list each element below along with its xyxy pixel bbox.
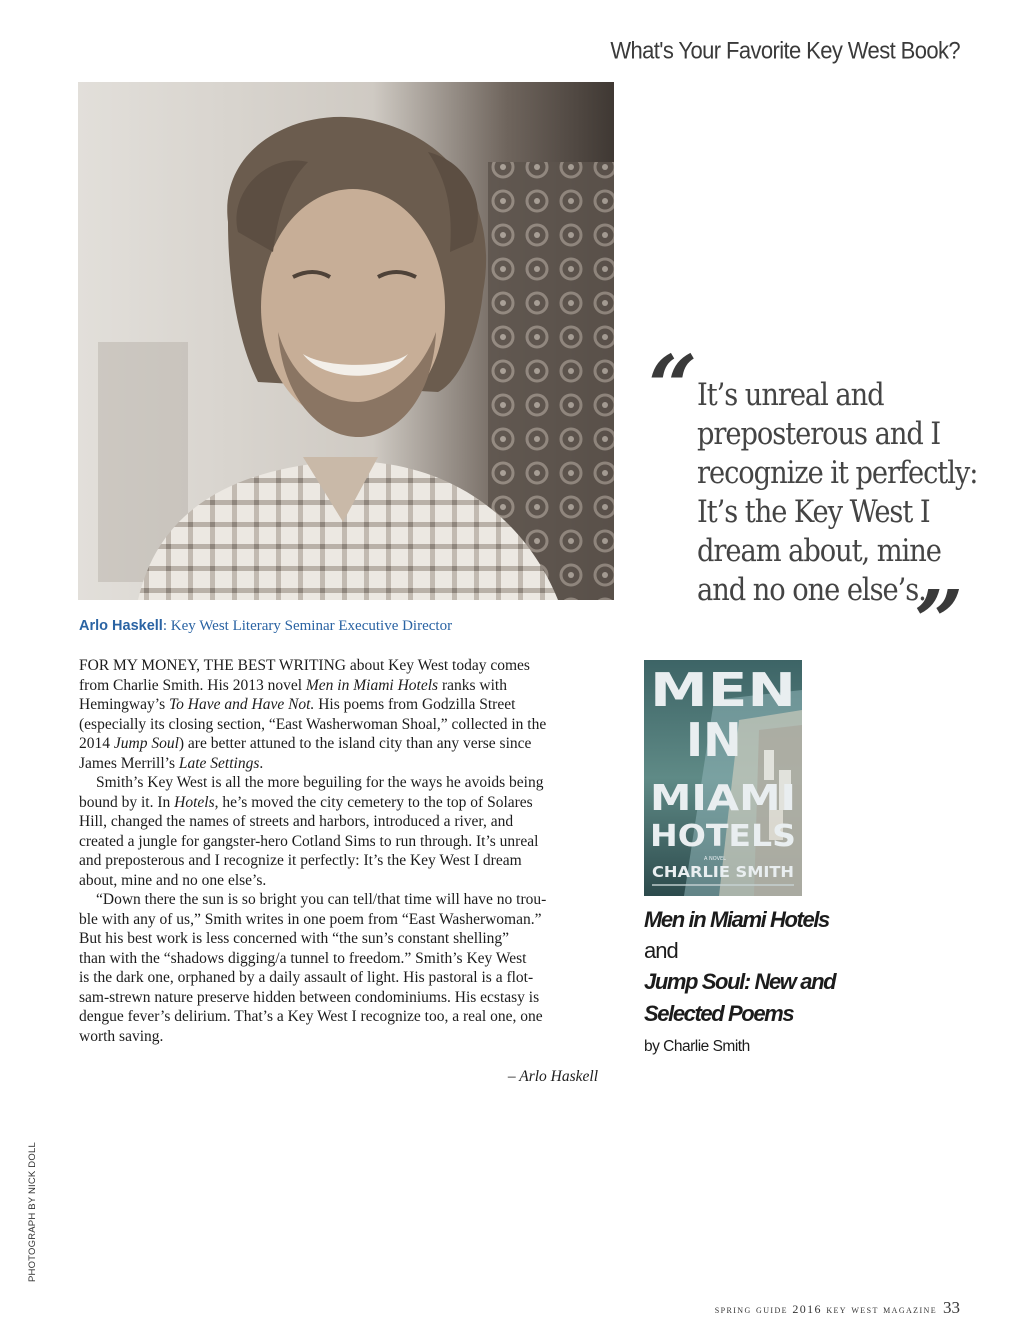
book-title-2-line-1: Jump Soul: New and [644, 969, 836, 994]
book-title-inline: Hotels [174, 793, 215, 811]
book-byline: by Charlie Smith [644, 1038, 750, 1055]
body-line: Hill, changed the names of streets and harbors, introduced a river, and [79, 813, 514, 830]
open-quote-icon: “ [648, 337, 698, 438]
body-line: about, mine and no one else’s. [79, 871, 267, 889]
pull-quote-line: It’s the Key West I [697, 494, 930, 530]
book-title-inline: Late Settings [178, 754, 260, 772]
close-quote-icon: ” [914, 572, 964, 673]
cover-author: CHARLIE SMITH [652, 863, 794, 881]
body-line: bound by it. In Hotels, he’s moved the city cemetery to the top of Solares [79, 793, 533, 811]
pull-quote-line: and no one else’s. [697, 572, 926, 608]
cover-novel-label: A NOVEL [704, 856, 726, 862]
article-body [79, 656, 599, 1046]
book-cover [644, 660, 802, 896]
footer-publication: spring guide 2016 key west magazine [714, 1302, 937, 1316]
body-line: Smith’s Key West is all the more beguiling for the ways he avoids being [96, 774, 544, 791]
cover-word: MEN [650, 663, 796, 717]
body-line: sam-strewn nature preserve hidden between condominiums. His ecstasy is [79, 988, 540, 1006]
body-line: worth saving. [79, 1027, 164, 1045]
book-cover-art [644, 660, 802, 896]
page-number: 33 [943, 1298, 960, 1317]
body-line: 2014 Jump Soul) are better attuned to the island city than any verse since [79, 735, 532, 752]
cover-word: HOTELS [650, 819, 796, 854]
pull-quote-line: preposterous and I [697, 416, 941, 452]
cover-word: MIAMI [650, 778, 796, 819]
book-info [644, 904, 844, 1056]
body-line: from Charlie Smith. His 2013 novel Men in Miami Hotels ranks with [79, 676, 507, 694]
pull-quote-line: It’s unreal and [697, 377, 884, 413]
section-title: What's Your Favorite Key West Book? [610, 36, 960, 64]
portrait-photo [78, 82, 614, 600]
book-title-1: Men in Miami Hotels [644, 907, 829, 932]
book-title-inline: To Have and Have Not. [168, 696, 315, 713]
body-line: and preposterous and I recognize it perfectly: It’s the Key West I dream [79, 852, 522, 869]
caption-role: Key West Literary Seminar Executive Director [167, 618, 453, 634]
body-line: than with the “shadows digging/a tunnel to freedom.” Smith’s Key West [79, 949, 527, 967]
body-line: created a jungle for gangster-hero Cotland Sims to run through. It’s unreal [79, 832, 539, 850]
caption-separator: : [162, 618, 167, 634]
photo-caption [79, 618, 452, 635]
author-signature: – Arlo Haskell [507, 1068, 598, 1085]
portrait-illustration [78, 82, 614, 600]
book-title-2-line-2: Selected Poems [644, 1001, 794, 1026]
pull-quote-line: dream about, mine [697, 533, 941, 569]
caption-name: Arlo Haskell [79, 618, 163, 634]
book-title-inline: Jump Soul [113, 735, 179, 752]
page-footer [715, 1298, 960, 1318]
body-line: “Down there the sun is so bright you can tell/that time will have no trou- [96, 891, 547, 908]
cover-word: IN [686, 713, 742, 767]
body-line: is the dark one, orphaned by a daily assault of light. His pastoral is a flot- [79, 969, 534, 986]
body-line: Hemingway’s To Have and Have Not. His poems from Godzilla Street [79, 696, 516, 713]
book-conjunction: and [644, 938, 678, 963]
body-line: James Merrill’s Late Settings. [79, 754, 264, 772]
body-line: But his best work is less concerned with “the sun’s constant shelling” [79, 930, 510, 947]
pull-quote-line: recognize it perfectly: [697, 455, 978, 491]
body-line: FOR MY MONEY, THE BEST WRITING about Key West today comes [79, 657, 530, 674]
body-line: (especially its closing section, “East Washerwoman Shoal,” collected in the [79, 715, 547, 733]
photo-credit: PHOTOGRAPH BY NICK DOLL [27, 1142, 38, 1282]
body-line: dengue fever’s delirium. That’s a Key West I recognize too, a real one, one [79, 1008, 543, 1025]
book-title-inline: Men in Miami Hotels [305, 676, 439, 694]
body-line: ble with any of us,” Smith writes in one poem from “East Washerwoman.” [79, 910, 542, 928]
